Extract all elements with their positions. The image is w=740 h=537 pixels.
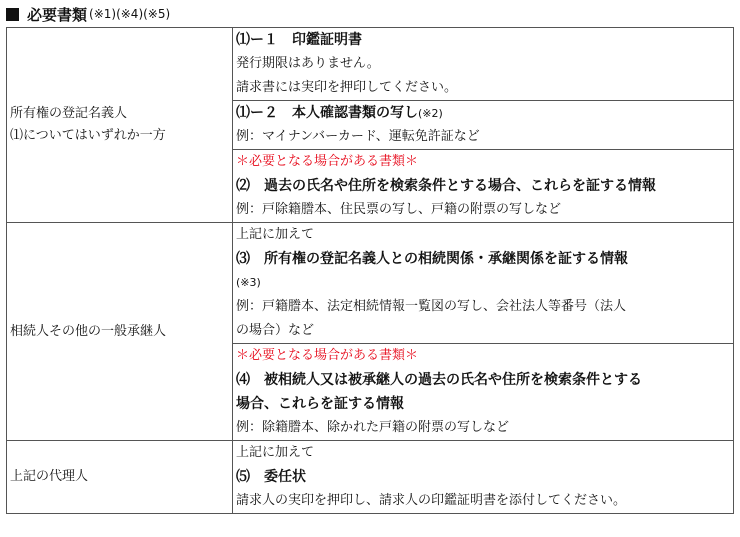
table-row-heir (7, 223, 734, 344)
document-text: 例：除籍謄本、除かれた戸籍の附票の写しなど (236, 420, 510, 435)
document-cell (233, 28, 734, 101)
applicant-label: 相続人その他の一般承継人 (10, 323, 167, 339)
document-cell (233, 150, 734, 223)
applicant-label: ⑴についてはいずれか一方 (10, 128, 166, 143)
document-text: 上記に加えて (236, 445, 315, 460)
document-cell (233, 441, 734, 514)
document-text: 上記に加えて (236, 227, 315, 242)
document-title: 場合、これらを証する情報 (236, 396, 404, 412)
document-text: 発行期限はありません。 (236, 56, 380, 71)
document-cell (233, 101, 734, 150)
applicant-cell-owner (7, 28, 233, 223)
applicant-label: 所有権の登記名義人 (10, 106, 128, 121)
required-documents-table (6, 27, 734, 514)
applicant-cell-heir (7, 223, 233, 441)
conditional-documents-label: ＊必要となる場合がある書類＊ (236, 154, 419, 169)
document-text: の場合）など (236, 323, 315, 338)
document-text: 請求書には実印を押印してください。 (236, 80, 458, 95)
document-text: 請求人の実印を押印し、請求人の印鑑証明書を添付してください。 (236, 493, 627, 508)
applicant-cell-agent (7, 441, 233, 514)
document-title: ⑴ー１ 印鑑証明書 (236, 32, 362, 48)
document-title: ⑵ 過去の氏名や住所を検索条件とする場合、これらを証する情報 (236, 178, 656, 194)
document-title: ⑶ 所有権の登記名義人との相続関係・承継関係を証する情報 (236, 251, 628, 267)
heading-title: 必要書類 (27, 5, 88, 24)
heading-notes: (※1)(※4)(※5) (89, 7, 171, 21)
document-cell (233, 223, 734, 344)
document-text: 例：マイナンバーカード、運転免許証など (236, 129, 480, 144)
section-heading (6, 3, 170, 25)
document-title: ⑷ 被相続人又は被承継人の過去の氏名や住所を検索条件とする (236, 372, 642, 388)
document-text: 例：戸籍謄本、法定相続情報一覧図の写し、会社法人等番号（法人 (236, 299, 627, 314)
table-row-agent (7, 441, 734, 514)
document-text: 例：戸除籍謄本、住民票の写し、戸籍の附票の写しなど (236, 202, 562, 217)
conditional-documents-label: ＊必要となる場合がある書類＊ (236, 348, 419, 363)
table-row-owner (7, 28, 734, 101)
document-title: ⑴ー２ 本人確認書類の写し (236, 105, 418, 121)
document-title: ⑸ 委任状 (236, 469, 306, 485)
document-note: (※2) (418, 107, 443, 120)
document-note: (※3) (236, 276, 261, 289)
square-bullet-icon (6, 8, 19, 21)
document-cell (233, 344, 734, 441)
applicant-label: 上記の代理人 (10, 469, 89, 484)
